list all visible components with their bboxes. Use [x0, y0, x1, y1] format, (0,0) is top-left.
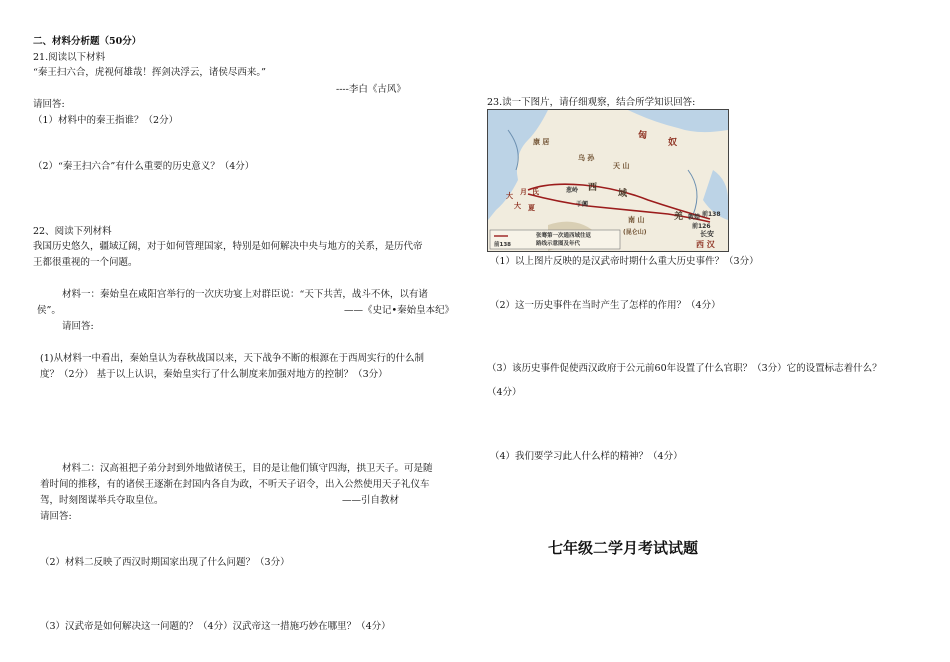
q21-sub1: （1）材料中的秦王指谁？（2分）: [33, 115, 179, 126]
q22-sub2: （2）材料二反映了西汉时期国家出现了什么问题？（3分）: [40, 557, 290, 568]
map-legend-line2: 路线示意图及年代: [536, 241, 581, 247]
map-label-xiongnu-2: 奴: [668, 138, 678, 148]
q23-sub3-line1: （3）该历史事件促使西汉政府于公元前60年设置了什么官职？（3分）它的设置标志着什么？: [487, 363, 882, 374]
q21-sub2: （2）“秦王扫六合”有什么重要的历史意义？（4分）: [33, 161, 255, 172]
q23-sub4: （4）我们要学习此人什么样的精神？（4分）: [490, 451, 683, 462]
q22-para-line2: 王都很重视的一个问题。: [33, 257, 138, 268]
q22-material2-line2: 着时间的推移，有的诸侯王逐渐在封国内各自为政，不听天子诏令，出入公然使用天子礼仪车: [40, 479, 430, 490]
exam-title: 七年级二学月考试试题: [548, 539, 699, 557]
q23-sub1: （1）以上图片反映的是汉武帝时期什么重大历史事件？（3分）: [490, 256, 759, 267]
q22-material2-source: ——引自教材: [342, 495, 400, 506]
map-label-xihan: 西 汉: [696, 240, 715, 249]
map-label-tianshan: 天 山: [613, 162, 630, 170]
map-label-date1: 前138: [702, 211, 721, 218]
map-label-changan: 长安: [700, 230, 714, 238]
map-label-dayuezhi-3: 氏: [532, 188, 539, 196]
map-label-kunlun: (昆仑山): [623, 229, 647, 236]
q23-sub3-line2: （4分）: [487, 387, 522, 398]
q22-prompt1: 请回答:: [62, 321, 94, 332]
map-label-qiang: 羌: [674, 212, 684, 222]
map-label-dayuezhi-2: 月: [520, 188, 527, 196]
q22-sub1-line1: (1)从材料一中看出，秦始皇认为春秋战国以来，天下战争不断的根源在于西周实行的什么制: [40, 353, 424, 364]
q23-intro: 23.读一下图片，请仔细观察，结合所学知识回答:: [487, 97, 696, 108]
q22-intro: 22、阅读下列材料: [33, 226, 112, 237]
q22-material1-line2: 侯”。: [37, 305, 61, 316]
q23-sub2: （2）这一历史事件在当时产生了怎样的作用？（4分）: [490, 300, 721, 311]
q21-source: ----李白《古风》: [336, 84, 406, 95]
map-label-xiongnu: 匈: [638, 131, 648, 141]
q22-material2-line1: 材料二：汉高祖把子弟分封到外地做诸侯王，目的是让他们镇守四海，拱卫天子。可是随: [62, 463, 433, 474]
map-label-xiyu-2: 域: [618, 189, 628, 199]
map-legend-line1: 张骞第一次通西域往返: [536, 233, 592, 239]
q21-intro: 21.阅读以下材料: [33, 52, 106, 63]
q22-sub1-line2: 度？（2分） 基于以上认识，秦始皇实行了什么制度来加强对地方的控制？（3分）: [40, 369, 388, 380]
map-label-daxia: 大: [514, 202, 521, 210]
map-legend-date: 前138: [494, 242, 511, 248]
section-title: 二、材料分析题（50分）: [33, 36, 142, 47]
q22-prompt2: 请回答:: [40, 511, 72, 522]
q22-material1-line1: 材料一：秦始皇在咸阳宫举行的一次庆功宴上对群臣说：“天下共苦，战斗不休，以有诸: [62, 289, 428, 300]
map-label-yutian: 于阗: [576, 201, 589, 208]
map-label-congling: 葱岭: [566, 187, 579, 194]
map-label-kangju: 康 居: [533, 138, 550, 146]
q22-material1-source: ——《史记•秦始皇本纪》: [344, 305, 455, 316]
map-label-daxia-2: 夏: [528, 204, 535, 212]
map-label-wusun: 乌 孙: [578, 154, 595, 162]
map-label-dayuezhi: 大: [506, 192, 513, 200]
q21-quote: “秦王扫六合，虎视何雄哉！挥剑决浮云，诸侯尽西来。”: [33, 67, 266, 78]
silk-road-map: [487, 109, 729, 252]
map-label-dunhuang: 敦煌: [688, 214, 701, 221]
map-label-xiyu: 西: [588, 183, 598, 193]
map-label-nanshan: 南 山: [628, 216, 645, 224]
map-label-date2: 前126: [692, 223, 711, 230]
q22-para-line1: 我国历史悠久，疆域辽阔，对于如何管理国家，特别是如何解决中央与地方的关系，是历代帝: [33, 241, 423, 252]
q22-material2-line3: 驾，时刻图谋举兵夺取皇位。: [40, 495, 164, 506]
q21-prompt: 请回答:: [33, 99, 65, 110]
q22-sub3: （3）汉武帝是如何解决这一问题的？（4分）汉武帝这一措施巧妙在哪里？（4分）: [40, 621, 391, 632]
